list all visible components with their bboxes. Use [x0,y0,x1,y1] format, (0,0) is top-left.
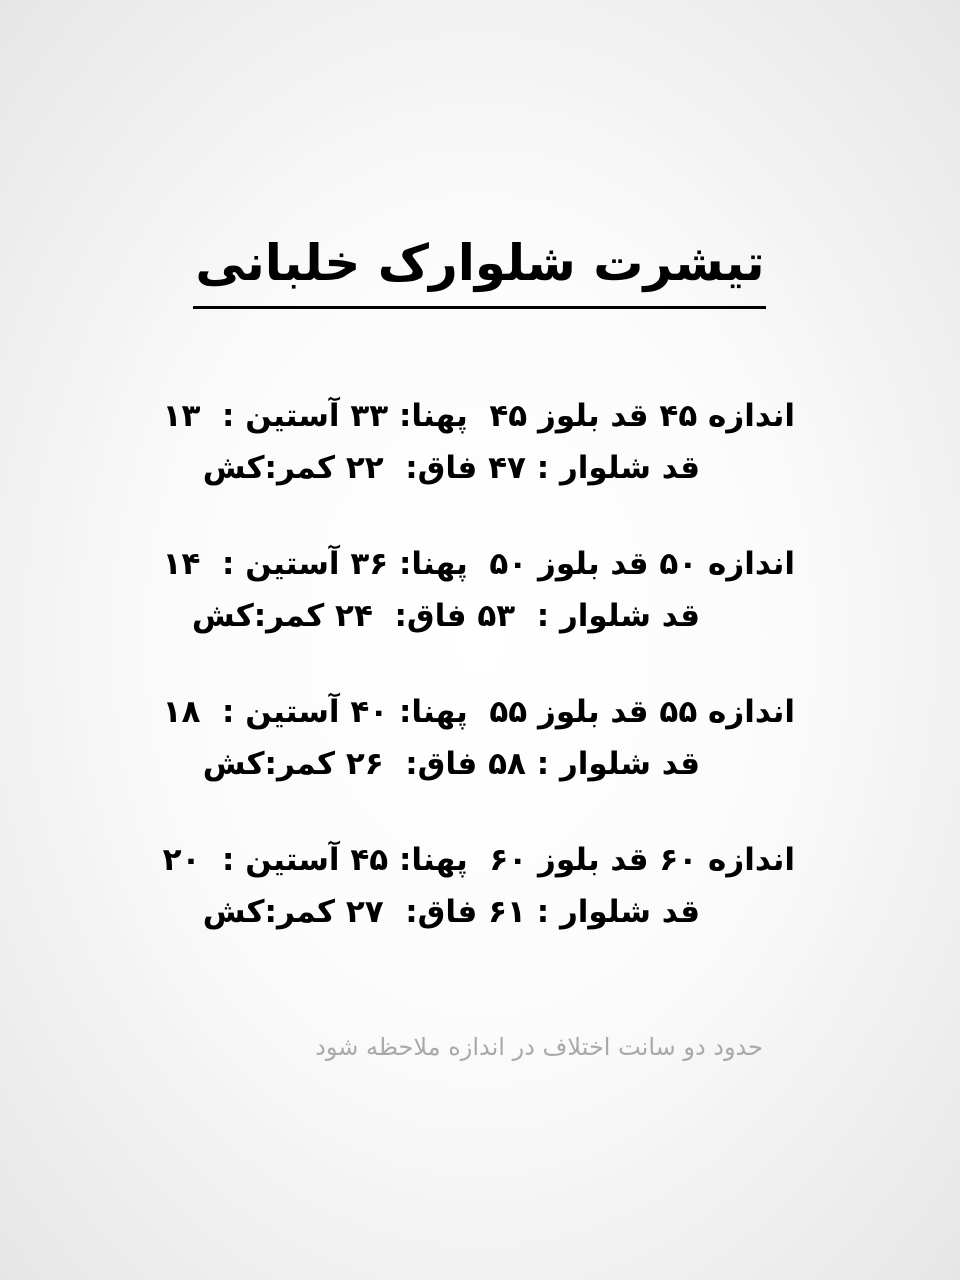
pants-measurements: قد شلوار : ۴۷ فاق: ۲۲ کمر:کش [202,450,700,486]
pants-measurements: قد شلوار : ۵۸ فاق: ۲۶ کمر:کش [202,746,700,782]
blouse-measurements: اندازه ۵۵ قد بلوز ۵۵ پهنا: ۴۰ آستین : ۱۸ [162,694,795,730]
title-underline [193,306,766,309]
blouse-measurements: اندازه ۵۰ قد بلوز ۵۰ پهنا: ۳۶ آستین : ۱۴ [162,546,795,582]
blouse-measurements: اندازه ۴۵ قد بلوز ۴۵ پهنا: ۳۳ آستین : ۱۳ [162,398,795,434]
blouse-measurements: اندازه ۶۰ قد بلوز ۶۰ پهنا: ۴۵ آستین : ۲۰ [162,842,795,878]
pants-measurements: قد شلوار : ۶۱ فاق: ۲۷ کمر:کش [202,894,700,930]
pants-measurements: قد شلوار : ۵۳ فاق: ۲۴ کمر:کش [191,598,700,634]
page-title: تیشرت شلوارک خلبانی [195,234,765,292]
size-tolerance-note: حدود دو سانت اختلاف در اندازه ملاحظه شود [315,1033,763,1061]
